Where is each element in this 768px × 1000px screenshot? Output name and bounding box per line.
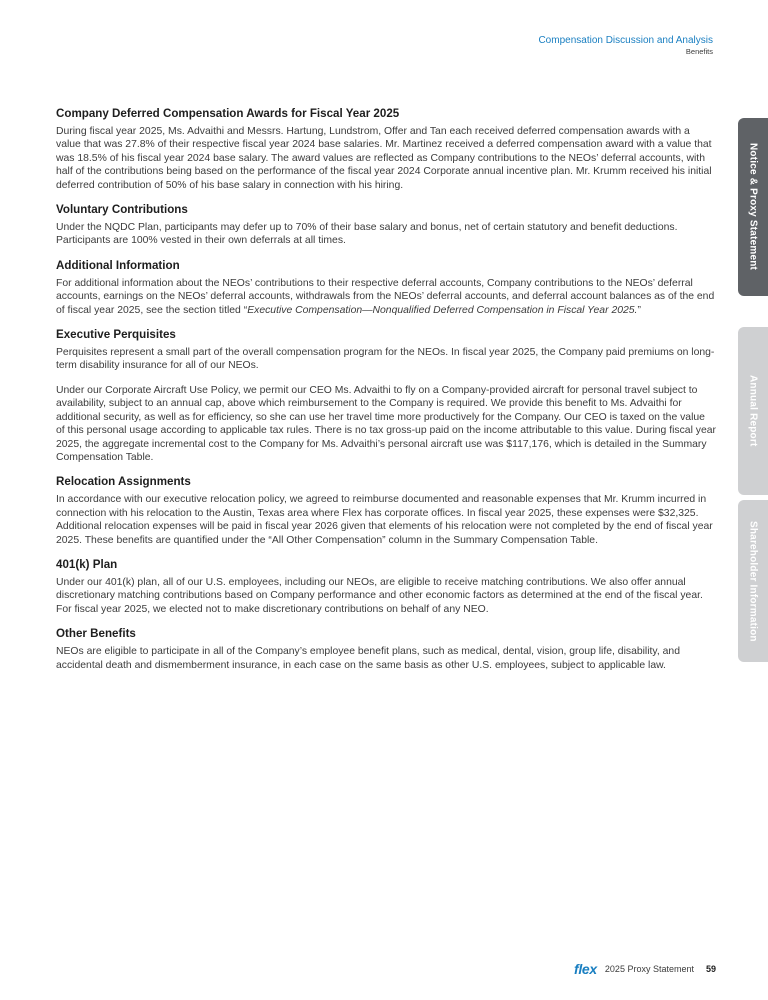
section-heading: Relocation Assignments bbox=[56, 475, 191, 489]
side-tab-label: Shareholder Information bbox=[747, 520, 759, 642]
side-tab-label: Annual Report bbox=[747, 375, 759, 447]
paragraph-text-end: ” bbox=[637, 304, 641, 316]
section-heading: Company Deferred Compensation Awards for Fiscal Year 2025 bbox=[56, 107, 400, 120]
section-deferred bbox=[56, 107, 716, 192]
paragraph: Under the NQDC Plan, participants may defer up to 70% of their base salary and bonus, net of certain statutory and benefit deductions. Participants are 100% vested in their own deferrals at all times. bbox=[56, 222, 678, 247]
section-voluntary bbox=[56, 203, 716, 248]
paragraph: Under our 401(k) plan, all of our U.S. employees, including our NEOs, are eligible to receive matching contributions. We also offer annual discretionary matching contributions based on Company performance and other economic factors as determined at the end of the fiscal year. For fiscal year 2025, we elected not to make discretionary contributions on behalf of any NEO. bbox=[56, 576, 703, 615]
page-footer bbox=[574, 961, 716, 977]
paragraph: Perquisites represent a small part of the overall compensation program for the NEOs. In fiscal year 2025, the Company paid premiums on long-term disability insurance for all of our NEOs. bbox=[56, 347, 715, 372]
paragraph-text: For additional information about the NEOs’ contributions to their respective deferral accounts, Company contributions to the NEOs’ deferral accounts, earnings on the NEOs’ deferral accounts, withdrawals from the NEOs’ deferral accounts, and deferral account balances as of the end of fiscal year 2025, see the section titled “ bbox=[56, 277, 715, 316]
section-heading: Executive Perquisites bbox=[56, 328, 176, 342]
section-401k bbox=[56, 558, 716, 616]
page-header bbox=[538, 35, 713, 57]
section-heading: Additional Information bbox=[56, 258, 180, 272]
paragraph bbox=[56, 277, 716, 317]
footer-doc-title: 2025 Proxy Statement bbox=[604, 964, 694, 974]
section-heading: 401(k) Plan bbox=[56, 557, 118, 571]
flex-logo: flex bbox=[573, 961, 597, 977]
header-subsection-title: Benefits bbox=[685, 47, 713, 56]
paragraph-italic-reference: Executive Compensation—Nonqualified Deferred Compensation in Fiscal Year 2025. bbox=[247, 304, 638, 316]
paragraph: During fiscal year 2025, Ms. Advaithi and Messrs. Hartung, Lundstrom, Offer and Tan each received deferred compensation awards with a value that was 27.8% of their respective fiscal year 2024 base salaries. Mr. Martinez received a deferred compensation award with a value that was 18.5% of his fiscal year 2024 base salary. The award values are reflected as Company contributions to the NEOs’ deferral accounts, with half of the contributions being based on the performance of the fiscal year 2024 Corporate annual incentive plan. Mr. Krumm received his initial deferred contribution of 50% of his base salary in connection with his hiring. bbox=[56, 126, 712, 191]
side-tab-label: Notice & Proxy Statement bbox=[747, 143, 759, 271]
header-section-title: Compensation Discussion and Analysis bbox=[538, 35, 713, 46]
section-additional bbox=[56, 259, 716, 317]
section-heading: Other Benefits bbox=[56, 627, 136, 641]
side-tab-annual-report[interactable] bbox=[738, 327, 768, 495]
paragraph: NEOs are eligible to participate in all of the Company’s employee benefit plans, such as medical, dental, vision, group life, disability, and accidental death and dismemberment insurance, in each case on the same basis as other U.S. employees, subject to applicable law. bbox=[56, 646, 680, 671]
main-content bbox=[56, 107, 716, 683]
section-relocation bbox=[56, 475, 716, 547]
paragraph: Under our Corporate Aircraft Use Policy, we permit our CEO Ms. Advaithi to fly on a Company-provided aircraft for personal travel subject to availability, subject to an annual cap, above which reimbursement to the Company is required. We provide this benefit to Ms. Advaithi for additional security, as well as for efficiency, so she can use her travel time more productively for the Company. Our CEO is taxed on the value of this personal usage according to applicable tax rules. There is no tax gross-up paid on the income attributable to this value. During fiscal year 2025, the aggregate incremental cost to the Company for Ms. Advaithi’s personal aircraft use was $117,176, which is detailed in the Summary Compensation Table. bbox=[56, 384, 716, 463]
section-other-benefits bbox=[56, 627, 716, 672]
side-tab-notice-proxy-statement[interactable] bbox=[738, 118, 768, 296]
side-tab-shareholder-information[interactable] bbox=[738, 500, 768, 662]
section-heading: Voluntary Contributions bbox=[56, 203, 188, 217]
page-number: 59 bbox=[705, 964, 716, 974]
section-perquisites bbox=[56, 328, 716, 464]
paragraph: In accordance with our executive relocation policy, we agreed to reimburse documented and reasonable expenses that Mr. Krumm incurred in connection with his relocation to the Austin, Texas area where Flex has corporate offices. In fiscal year 2025, these expenses were $32,325. Additional relocation expenses will be paid in fiscal year 2026 given that elements of his relocation were not completed by the end of fiscal year 2025. These benefits are quantified under the “All Other Compensation” column in the Summary Compensation Table. bbox=[56, 494, 713, 546]
